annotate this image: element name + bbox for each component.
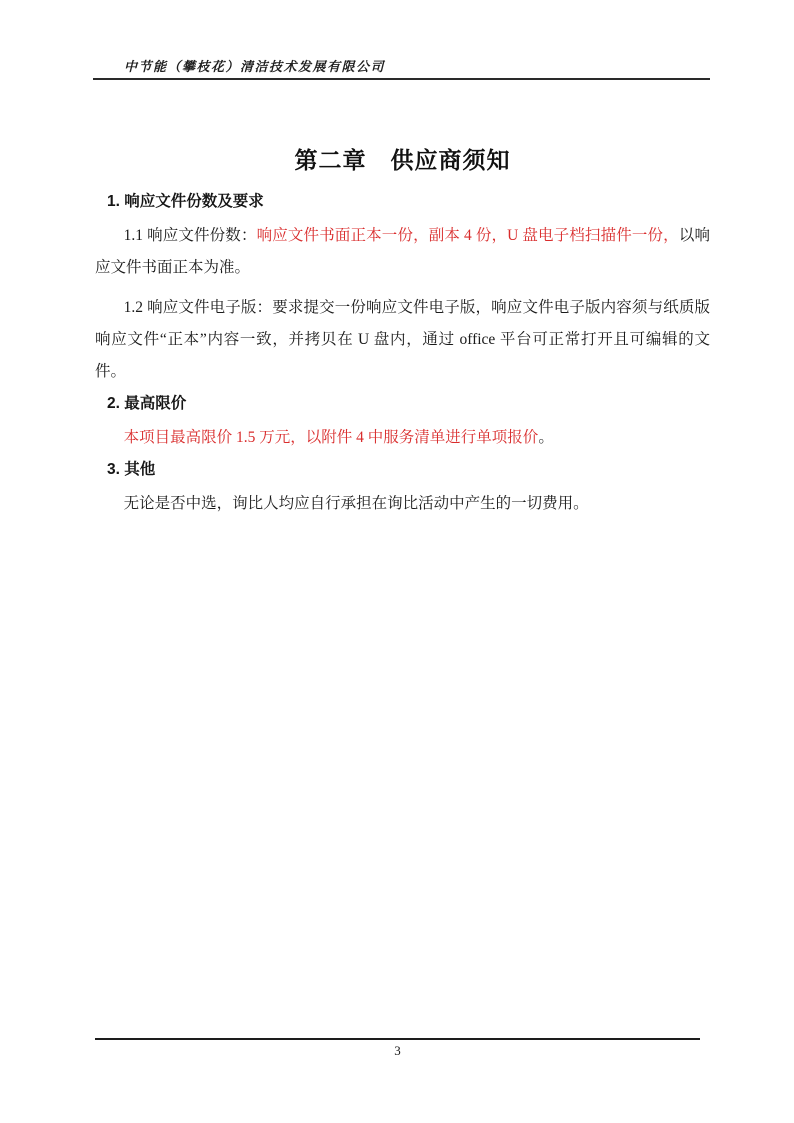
section-2-heading: 2. 最高限价 bbox=[107, 395, 187, 412]
page-number: 3 bbox=[394, 1043, 401, 1058]
para-1-1-highlight: 响应文件书面正本一份，副本 4 份，U 盘电子档扫描件一份， bbox=[256, 227, 679, 244]
para-1-1 bbox=[95, 220, 710, 284]
section-1-heading: 1. 响应文件份数及要求 bbox=[107, 193, 264, 210]
para-2-1-tail: 。 bbox=[538, 429, 554, 446]
para-3-1: 无论是否中选，询比人均应自行承担在询比活动中产生的一切费用。 bbox=[123, 495, 589, 512]
document-body bbox=[95, 136, 710, 524]
chapter-title: 第二章 供应商须知 bbox=[294, 147, 511, 173]
para-2-1 bbox=[95, 422, 710, 454]
page-footer bbox=[95, 1038, 700, 1059]
footer-rule bbox=[95, 1038, 700, 1040]
section-3-heading: 3. 其他 bbox=[107, 461, 156, 478]
para-1-1-lead: 1.1 响应文件份数： bbox=[123, 227, 257, 244]
company-name: 中节能（攀枝花）清洁技术发展有限公司 bbox=[124, 59, 386, 74]
page-header bbox=[93, 56, 710, 80]
para-2-1-highlight: 本项目最高限价 1.5 万元，以附件 4 中服务清单进行单项报价 bbox=[123, 429, 539, 446]
para-1-1-tail: 以响应文件书面正本为准。 bbox=[95, 227, 710, 276]
para-1-2: 1.2 响应文件电子版：要求提交一份响应文件电子版，响应文件电子版内容须与纸质版响应文件“正本”内容一致，并拷贝在 U 盘内，通过 office 平台可正常打开且可编辑的文件。 bbox=[95, 299, 710, 380]
